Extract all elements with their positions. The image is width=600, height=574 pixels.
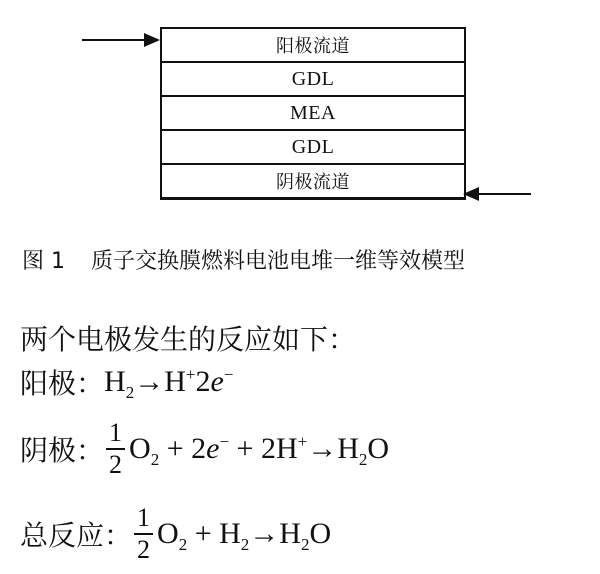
anode-channel-layer [162,29,464,63]
figure-caption-text: 质子交换膜燃料电池电堆一维等效模型 [91,249,466,274]
overall-equation [20,505,331,563]
anode-equation-label: 阳极： [20,367,105,400]
overall-equation-label: 总反应： [20,519,133,552]
fuel-cell-stack-diagram [160,27,466,200]
gdl-label-top: GDL [291,67,335,90]
anode-inlet-arrow [80,30,162,50]
cathode-inlet-arrow [463,184,533,204]
gdl-layer-top [162,63,464,97]
cathode-reaction: $O_2 + 2e^- + 2H^+\to H_2O$ [129,432,390,469]
gdl-label-bottom: GDL [291,135,335,158]
figure-caption [22,244,465,275]
mea-layer [162,97,464,131]
figure-number: 图 1 [22,249,65,274]
cathode-channel-layer [162,165,464,199]
gdl-layer-bottom [162,131,464,165]
anode-reaction: $H_2\to H^+2e^-$ [104,365,234,402]
mea-label: MEA [290,101,336,124]
anode-equation [20,362,233,402]
reactions-intro: 两个电极发生的反应如下： [20,323,357,356]
cathode-channel-label: 阴极流道 [276,172,350,193]
anode-channel-label: 阳极流道 [276,36,350,57]
half-fraction: $\frac{1}{2}$ [134,505,153,563]
overall-reaction: $O_2 + H_2\to H_2O$ [157,517,332,554]
half-fraction: $\frac{1}{2}$ [106,420,125,478]
cathode-equation [20,420,389,478]
cathode-equation-label: 阴极： [20,434,105,467]
